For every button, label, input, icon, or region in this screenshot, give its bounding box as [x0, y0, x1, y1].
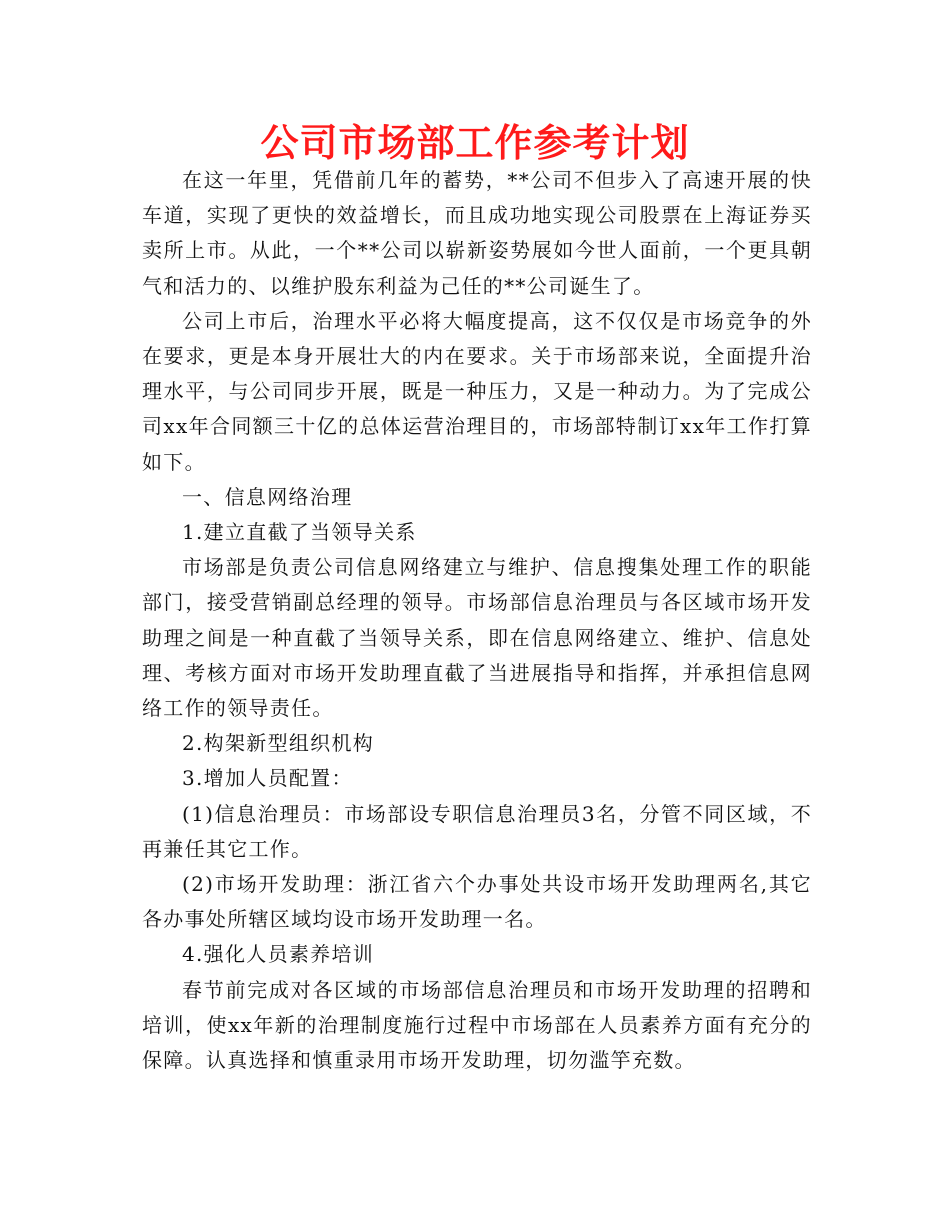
paragraph-direct-leadership: 市场部是负责公司信息网络建立与维护、信息搜集处理工作的职能部门，接受营销副总经理的领导。市场部信息治理员与各区域市场开发助理之间是一种直截了当领导关系，即在信息网络建立、维护、信息处理、考核方面对市场开发助理直截了当进展指导和指挥，并承担信息网络工作的领导责任。 — [142, 555, 812, 721]
subheading-staffing: 3.增加人员配置： — [182, 766, 353, 791]
subheading-direct-leadership: 1.建立直截了当领导关系 — [182, 520, 417, 545]
subheading-training: 4.强化人员素养培训 — [182, 942, 375, 967]
subheading-organization: 2.构架新型组织机构 — [182, 731, 375, 756]
paragraph-intro: 在这一年里，凭借前几年的蓄势，**公司不但步入了高速开展的快车道，实现了更快的效益增长，而且成功地实现公司股票在上海证券买卖所上市。从此，一个**公司以崭新姿势展如今世人面前，一个更具朝气和活力的、以维护股东利益为己任的**公司诞生了。 — [142, 168, 812, 298]
document-body — [142, 163, 812, 1078]
paragraph-listing-goals: 公司上市后，治理水平必将大幅度提高，这不仅仅是市场竞争的外在要求，更是本身开展壮大的内在要求。关于市场部来说，全面提升治理水平，与公司同步开展，既是一种压力，又是一种动力。为了完成公司xx年合同额三十亿的总体运营治理目的，市场部特制订xx年工作打算如下。 — [142, 308, 812, 474]
paragraph-info-manager: (1)信息治理员：市场部设专职信息治理员3名，分管不同区域，不再兼任其它工作。 — [142, 801, 812, 861]
paragraph-market-assistant: (2)市场开发助理：浙江省六个办事处共设市场开发助理两名,其它各办事处所辖区域均设市场开发助理一名。 — [142, 872, 812, 932]
paragraph-training: 春节前完成对各区域的市场部信息治理员和市场开发助理的招聘和培训，使xx年新的治理制度施行过程中市场部在人员素养方面有充分的保障。认真选择和慎重录用市场开发助理，切勿滥竽充数。 — [142, 977, 812, 1073]
section-heading-info-network: 一、信息网络治理 — [182, 484, 353, 509]
document-title: 公司市场部工作参考计划 — [260, 121, 690, 165]
